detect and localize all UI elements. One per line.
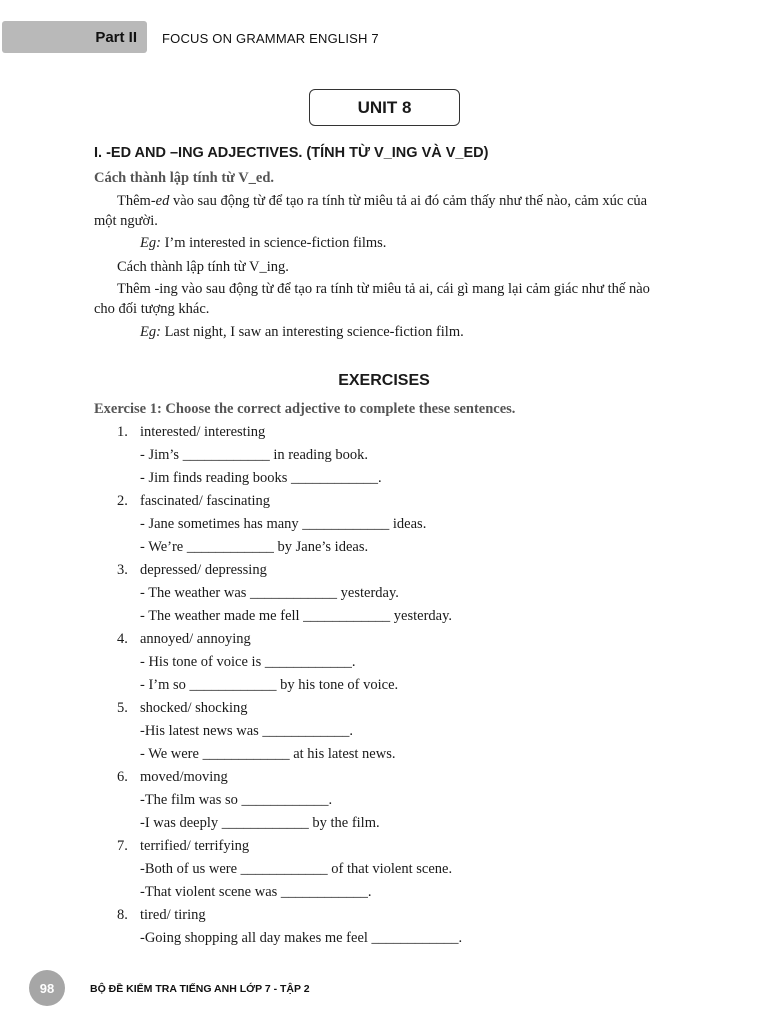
unit-title: UNIT 8: [309, 89, 460, 126]
exercise-sentence: -His latest news was ____________.: [140, 723, 354, 739]
exercise-item-number: 2.: [117, 493, 128, 509]
exercise-sentence: -Going shopping all day makes me feel ____________.: [140, 930, 463, 946]
exercise-item-number: 3.: [117, 562, 128, 578]
exercise-sentence: - Jane sometimes has many ____________ ideas.: [140, 516, 427, 532]
part-label: Part II: [95, 28, 137, 46]
exercise-sentence: - Jim finds reading books ____________.: [140, 470, 382, 486]
exercises-title: EXERCISES: [338, 372, 430, 389]
exercise-sentence: -Both of us were ____________ of that violent scene.: [140, 861, 453, 877]
exercise-item-words: annoyed/ annoying: [140, 631, 251, 647]
ed-suffix-italic: ed: [155, 193, 170, 209]
exercise-item-number: 5.: [117, 700, 128, 716]
section-heading: I. -ED AND –ING ADJECTIVES. (TÍNH TỪ V_ING VÀ V_ED): [94, 145, 489, 161]
ed-subheading: Cách thành lập tính từ V_ed.: [94, 170, 275, 186]
ed-example: [140, 235, 386, 252]
ed-paragraph-rest: vào sau động từ để tạo ra tính từ miêu tả ai đó cảm thấy như thế nào, cảm xúc của: [169, 193, 648, 209]
exercise-item-words: moved/moving: [140, 769, 228, 785]
ed-paragraph: [117, 193, 647, 210]
exercise-item-words: terrified/ terrifying: [140, 838, 250, 854]
ing-paragraph-line2: cho đối tượng khác.: [94, 301, 210, 317]
eg-label: Eg:: [140, 324, 161, 340]
ed-paragraph-line2: một người.: [94, 213, 158, 229]
exercise-item-number: 1.: [117, 424, 128, 440]
exercise-sentence: - The weather was ____________ yesterday.: [140, 585, 399, 601]
exercise-sentence: - I’m so ____________ by his tone of voice.: [140, 677, 399, 693]
page-number: 98: [29, 970, 65, 1006]
exercise-item-number: 4.: [117, 631, 128, 647]
exercise-sentence: -The film was so ____________.: [140, 792, 333, 808]
exercise-1-title: Exercise 1: Choose the correct adjective to complete these sentences.: [94, 401, 516, 417]
exercise-item-number: 8.: [117, 907, 128, 923]
book-title-header: FOCUS ON GRAMMAR ENGLISH 7: [162, 31, 379, 46]
ed-example-text: I’m interested in science-fiction films.: [160, 235, 387, 251]
ing-example: [140, 324, 464, 341]
exercise-item-words: interested/ interesting: [140, 424, 266, 440]
exercise-item-words: tired/ tiring: [140, 907, 206, 923]
eg-label: Eg:: [140, 235, 161, 251]
exercise-item-number: 7.: [117, 838, 128, 854]
footer-book-title: BỘ ĐỀ KIỂM TRA TIẾNG ANH LỚP 7 - TẬP 2: [90, 983, 310, 995]
exercise-sentence: - We’re ____________ by Jane’s ideas.: [140, 539, 369, 555]
exercise-sentence: - Jim’s ____________ in reading book.: [140, 447, 368, 463]
exercise-sentence: - His tone of voice is ____________.: [140, 654, 356, 670]
ing-heading: Cách thành lập tính từ V_ing.: [117, 259, 289, 275]
exercise-sentence: -That violent scene was ____________.: [140, 884, 372, 900]
exercise-item-number: 6.: [117, 769, 128, 785]
exercise-sentence: - We were ____________ at his latest news.: [140, 746, 396, 762]
ing-paragraph: Thêm -ing vào sau động từ để tạo ra tính từ miêu tả ai, cái gì mang lại cảm giác như thế nào: [117, 281, 650, 297]
exercise-item-words: fascinated/ fascinating: [140, 493, 271, 509]
exercise-sentence: - The weather made me fell ____________ yesterday.: [140, 608, 453, 624]
ing-example-text: Last night, I saw an interesting science-fiction film.: [160, 324, 464, 340]
part-tab: [2, 21, 147, 53]
exercise-item-words: shocked/ shocking: [140, 700, 248, 716]
ed-paragraph-prefix: Thêm-: [117, 193, 156, 209]
exercise-sentence: -I was deeply ____________ by the film.: [140, 815, 380, 831]
exercise-item-words: depressed/ depressing: [140, 562, 267, 578]
